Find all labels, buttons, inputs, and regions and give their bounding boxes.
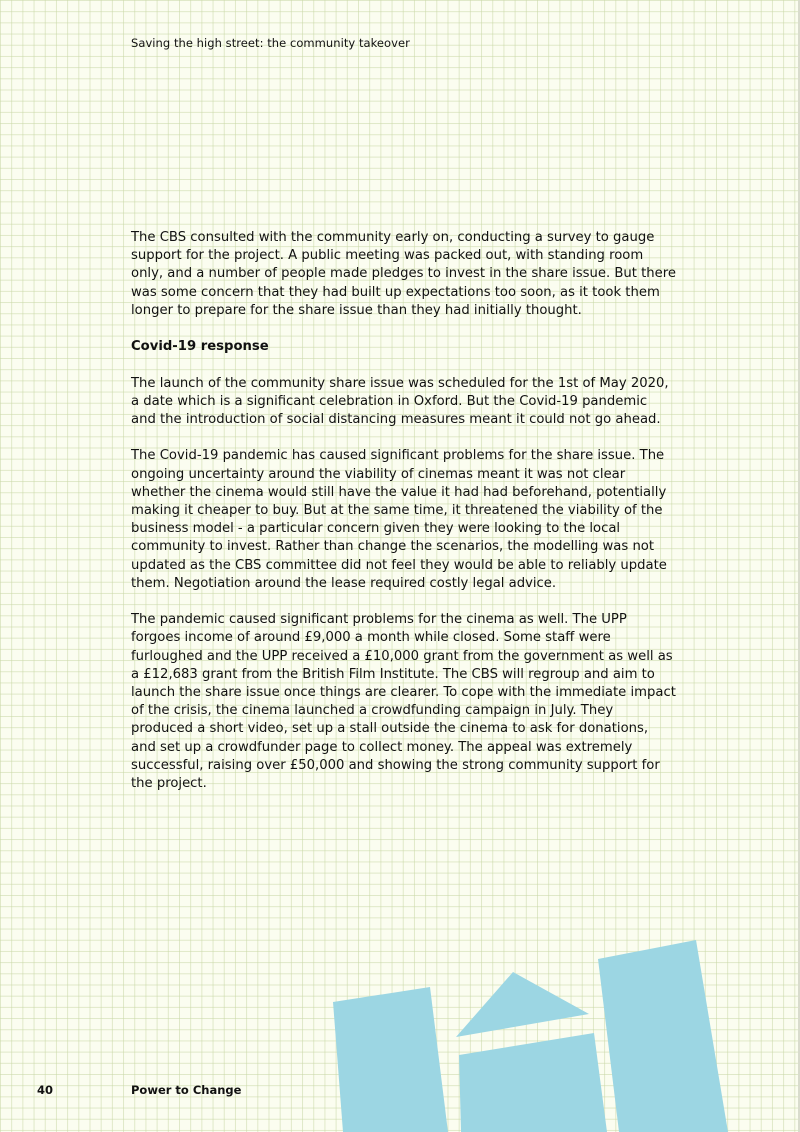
page-number: 40 [37, 1083, 54, 1097]
triangle-roof-shape [456, 972, 589, 1037]
section-heading: Covid-19 response [131, 339, 269, 355]
left-block-shape [333, 987, 448, 1132]
footer-publisher: Power to Change [131, 1083, 242, 1097]
paragraph-consultation: The CBS consulted with the community early on, conducting a survey to gauge support for the project. A public meeting was packed out, with standing room only, and a number of people made pledges to invest in the share issue. But there was some concern that they had built up expectations too soon, as it took them longer to prepare for the share issue than they had initially thought. [131, 230, 676, 318]
running-header: Saving the high street: the community takeover [131, 36, 410, 50]
paragraph-cinema-problems: The pandemic caused significant problems for the cinema as well. The UPP forgoes income of around £9,000 a month while closed. Some staff were furloughed and the UPP received a £10,000 grant from the government as well as a £12,683 grant from the British Film Institute. The CBS will regroup and aim to launch the share issue once things are clearer. To cope with the immediate impact of the crisis, the cinema launched a crowdfunding campaign in July. They produced a short video, set up a stall outside the cinema to ask for donations, and set up a crowdfunder page to collect money. The appeal was extremely successful, raising over £50,000 and showing the strong community support for the project. [131, 612, 676, 792]
paragraph-share-issue-problems: The Covid-19 pandemic has caused significant problems for the share issue. The ongoing uncertainty around the viability of cinemas meant it was not clear whether the cinema would still have the value it had had beforehand, potentially making it cheaper to buy. But at the same time, it threatened the viability of the business model - a particular concern given they were looking to the local community to invest. Rather than change the scenarios, the modelling was not updated as the CBS committee did not feel they would be able to reliably update them. Negotiation around the lease required costly legal advice. [131, 448, 667, 591]
article-body [131, 229, 676, 811]
middle-block-shape [459, 1033, 607, 1132]
paragraph-launch: The launch of the community share issue was scheduled for the 1st of May 2020, a date which is a significant celebration in Oxford. But the Covid-19 pandemic and the introduction of social distancing measures meant it could not go ahead. [131, 375, 669, 427]
right-block-shape [598, 940, 728, 1132]
